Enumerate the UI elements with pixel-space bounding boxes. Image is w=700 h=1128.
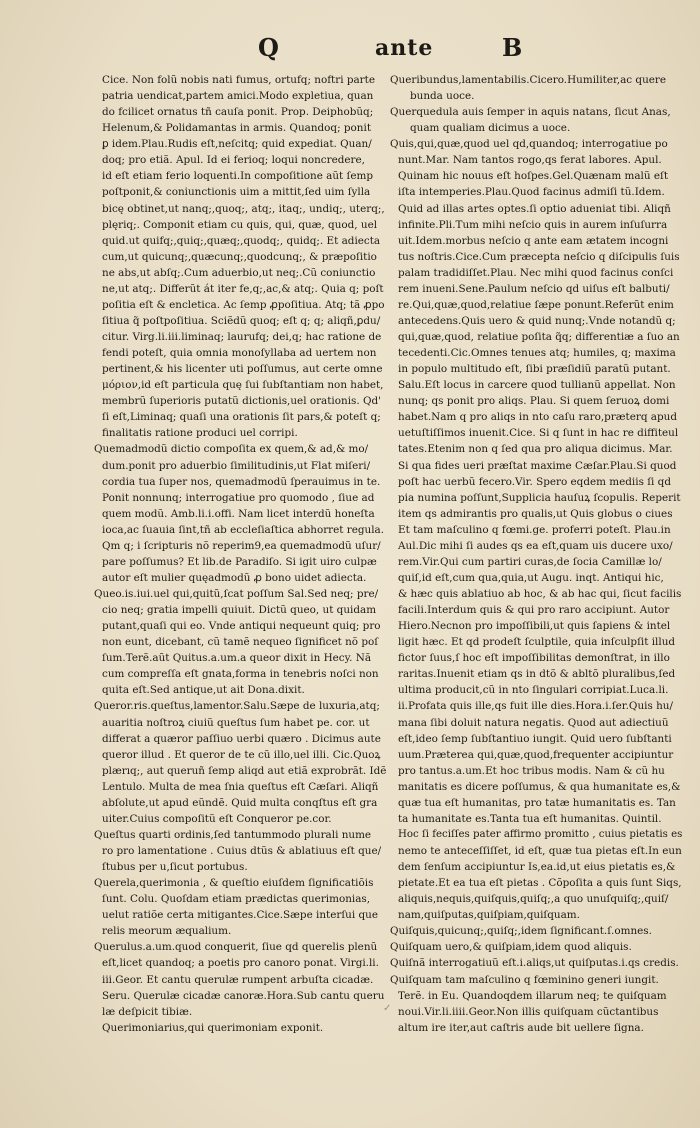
text-line: facili.Interdum quis & qui pro raro accipiunt. Autor	[398, 604, 670, 617]
text-line: pia numina poſſunt,Supplicia hauſuꝝ ſcopulis. Reperit	[398, 491, 681, 504]
text-line: ꝑ idem.Plau.Rudis eſt,neſcitq; quid expediat. Quan/	[102, 138, 372, 151]
text-line: in populo multitudo eſt, ſibi præſidiũ paratũ putant.	[398, 363, 671, 376]
text-line: nemo te anteceſſiſſet, id eſt, quæ tua pietas eſt.In eun	[398, 845, 682, 857]
text-line: ii.Profata quis ille,qs fuit ille dies.Hora.i.ſer.Quis hu/	[398, 700, 673, 713]
right-text-column	[390, 72, 684, 1036]
text-line: iſta intemperies.Plau.Quod facinus admiſi tũ.Idem.	[398, 186, 665, 199]
text-line: palam tradidiſſet.Plau. Nec mihi quod facinus conſci	[398, 266, 674, 279]
text-line: citur. Virg.li.iii.liminaq; laurufq; dei,q; hac ratione de	[102, 331, 382, 343]
text-line: pare poſſumus? Et lib.de Paradiſo. Si igit uiro culpæ	[102, 555, 377, 568]
text-line: qui,quæ,quod, relatiue poſita q̃q; differentiæ a ſuo an	[398, 331, 680, 343]
text-line: Ponit nonnunq; interrogatiue pro quomodo , ſiue ad	[102, 491, 375, 504]
text-line: ne,ut atq;. Differũt át iter fe,q;,ac,& atq;. Quia q; poſt	[102, 282, 384, 295]
header-right-letter: B	[502, 33, 523, 62]
text-line: Hiero.Necnon pro impoſſibili,ut quis ſapiens & intel	[398, 620, 671, 633]
text-line: ſi eſt,Liminaq; quaſi una orationis ſit pars,& poteſt q;	[102, 411, 381, 424]
text-line: re.Qui,quæ,quod,relatiue ſæpe ponunt.Referũt enim	[398, 298, 674, 311]
text-line: cum,ut quicunq;,quæcunq;,quodcunq;, & præpoſitio	[102, 250, 377, 263]
text-line: item qs admirantis pro qualis,ut Quis globus o ciues	[398, 507, 673, 520]
text-line: Quiſquam tam maſculino q fœminino generi iungit.	[390, 973, 659, 986]
text-line: læ deſpicit tibiæ.	[102, 1005, 193, 1018]
text-line: Lentulo. Multa de mea ſnia queſtus eſt Cæſari. Aliqñ	[102, 780, 379, 793]
text-line: pietate.Et ea tua eſt pietas . Cõpoſita a quis ſunt Siqs,	[398, 877, 682, 890]
text-line: Si qua fides ueri præſtat maxime Cæſar.Plau.Si quod	[398, 459, 677, 472]
text-line: noui.Vir.li.iiii.Geor.Non illis quiſquam cũctantibus	[398, 1005, 659, 1018]
text-line: aliquis,nequis,quiſquis,quiſq;,a quo unuſquiſq;,quiſ/	[398, 893, 669, 906]
text-line: iii.Geor. Et cantu querulæ rumpent arbuſta cicadæ.	[102, 973, 374, 986]
text-line: poſtponit,& coniunctionis uim a mittit,ſed uim ſylla	[102, 186, 371, 199]
text-line: quæ tua eſt humanitas, pro tatæ humanitatis es. Tan	[398, 796, 676, 809]
text-line: uetuſtiſſimos inuenit.Cice. Si q ſunt in hac re diffiteul	[398, 427, 679, 440]
text-line: uum.Præterea qui,quæ,quod,frequenter accipiuntur	[398, 748, 674, 761]
text-line: quid.ut quifq;,quiq;,quæq;,quodq;, quidq;. Et adiecta	[102, 234, 381, 247]
text-line: ta humanitate es.Tanta tua eſt humanitas. Quintil.	[398, 812, 662, 825]
text-line: dem ſenſum accipiuntur Is,ea.id,ut eius pietatis es,&	[398, 861, 676, 874]
text-line: cum compreſſa eſt gnata,forma in tenebris noſci non	[102, 668, 379, 681]
text-line: non eunt, dicebant, cũ tamẽ nequeo ſignificet nõ poſ	[102, 636, 379, 649]
text-line: ligit hæc. Et qd prodeſt ſculptile, quia inſculpſit illud	[398, 636, 676, 649]
text-line: Qm q; i ſcripturis nõ reperim9,ea quemadmodũ uſur/	[102, 539, 381, 552]
text-line: Cice. Non folũ nobis nati fumus, ortufq; noftri parte	[102, 74, 375, 86]
text-line: ſtubus per u,ſicut portubus.	[102, 861, 248, 874]
page-mark: ✓	[383, 1003, 392, 1014]
text-line: poſitia eſt & encletica. Ac ſemp ꝓpoſitiua. Atq; tã ꝓpo	[102, 298, 385, 311]
text-line: Queſtus quarti ordinis,ſed tantummodo plurali nume	[94, 828, 372, 841]
text-line: tus noſtris.Cice.Cum præcepta neſcio q diſcipulis ſuis	[398, 250, 680, 263]
text-line: uelut ratiõe certa mitigantes.Cice.Sæpe interſui que	[102, 909, 378, 922]
text-line: infinite.Pli.Tum mihi neſcio quis in aurem inſuſurra	[398, 218, 668, 231]
text-line: putant,quaſi qui eo. Vnde antiqui nequeunt quiq; pro	[102, 620, 381, 633]
text-line: Et tam maſculino q fœmi.ge. proferri poteſt. Plau.in	[398, 523, 671, 536]
text-line: ultima producit,cũ in nto ſingulari corripiat.Luca.li.	[398, 684, 669, 697]
text-line: pertinent,& his licenter uti poſſumus, aut certe omne	[102, 363, 383, 376]
text-line: finalitatis ratione produci uel corripi.	[102, 427, 298, 440]
text-line: Querulus.a.um.quod conquerit, ſiue qd querelis plenũ	[94, 941, 378, 954]
text-line: patria uendicat,partem amici.Modo expletiua, quan	[102, 90, 374, 103]
text-line: Quiſnã interrogatiuũ eſt.i.aliqs,ut quiſputas.i.qs credis.	[390, 957, 679, 970]
text-line: ſunt. Colu. Quoſdam etiam prædictas querimonias,	[102, 893, 371, 906]
text-line: rem.Vir.Qui cum partiri curas,de ſocia Camillæ lo/	[398, 555, 662, 568]
text-line: autor eſt mulier quęadmodũ ꝓ bono uidet adiecta.	[102, 571, 367, 584]
text-line: Quiſquis,quicunq;,quiſq;,idem ſignificant.ſ.omnes.	[390, 925, 652, 938]
page-header	[240, 33, 530, 67]
text-line: plærıq;, aut queruñ ſemp aliqd aut etiã exprobrãt. Idẽ	[102, 764, 387, 777]
text-line: & hæc quis ablatiuo ab hoc, & ab hac qui, ſicut facilis	[398, 588, 682, 600]
text-line: rem inueni.Sene.Paulum neſcio qd uiſus eſt balbuti/	[398, 282, 670, 295]
text-line: Salu.Eſt locus in carcere quod tullianũ appellat. Non	[398, 379, 676, 392]
text-line: relis meorum æqualium.	[102, 925, 232, 938]
text-line: Terẽ. in Eu. Quandoqdem illarum neq; te quiſquam	[398, 989, 667, 1002]
text-line: quiſ,id eſt,cum qua,quia,ut Augu. inqt. Antiqui hic,	[398, 571, 664, 584]
header-left-letter: Q	[258, 33, 279, 62]
text-line: tates.Etenim non q ſed qua pro aliqua dicimus. Mar.	[398, 443, 673, 456]
text-line: Queo.is.iui.uel qui,quitũ,ſcat poſſum Sal.Sed neq; pre/	[94, 588, 379, 600]
text-line: ioca,ac ſuauia ſint,tñ ab eccleſiaſtica abhorret regula.	[102, 523, 385, 536]
text-line: uit.Idem.morbus neſcio q ante eam ætatem incogni	[398, 234, 669, 247]
text-line: antecedens.Quis uero & quid nunq;.Vnde notandũ q;	[398, 314, 676, 327]
text-line: fictor ſuus,ſ hoc eſt impoſſibilitas demonſtrat, in illo	[398, 652, 670, 665]
text-line: habet.Nam q pro aliqs in nto caſu raro,præterq apud	[398, 411, 677, 424]
text-line: ro pro lamentatione . Cuius dtũs & ablatiuus eſt que/	[102, 845, 382, 857]
text-line: tecedenti.Cic.Omnes tenues atq; humiles, q; maxima	[398, 347, 676, 360]
text-line: do fcilicet ornatus tñ cauſa ponit. Prop. Deiphobũq;	[102, 106, 374, 119]
text-line: Quiſquam uero,& quiſpiam,idem quod aliquis.	[390, 941, 632, 954]
text-line: uiter.Cuius compoſitũ eſt Conqueror pe.cor.	[102, 812, 332, 825]
text-line: Querimoniarius,qui querimoniam exponit.	[102, 1021, 324, 1034]
text-line: pro tantus.a.um.Et hoc tribus modis. Nam & cũ hu	[398, 764, 665, 777]
text-line: Aul.Dic mihi ſi audes qs ea eſt,quam uis ducere uxo/	[398, 539, 673, 552]
text-line: nam,quiſputas,quiſpiam,quiſquam.	[398, 909, 580, 922]
left-text-column	[94, 72, 390, 1036]
text-line: dum.ponit pro aduerbio ſimilitudinis,ut Flat miſeri/	[102, 459, 371, 472]
text-line: Querela,querimonia , & queſtio eiuſdem ſignificatiõis	[94, 877, 374, 890]
text-line: μόριον,id eſt particula quę ſui ſubſtantiam non habet,	[102, 379, 384, 392]
header-title: ante	[375, 35, 434, 61]
text-line: manitatis es dicere poſſumus, & qua humanitate es,&	[398, 780, 681, 793]
show-through-text	[560, 30, 690, 70]
text-line: doq; pro etiã. Apul. Id ei ferioq; loqui noncredere,	[102, 154, 365, 167]
text-line: id eſt etiam ferio loquenti.In compoſitione aũt ſemp	[102, 170, 374, 183]
text-line: raritas.Inuenit etiam qs in dtõ & abltõ pluralibus,ſed	[398, 668, 676, 681]
text-line: differat a quæror paſſiuo uerbi quæro . Dicimus aute	[102, 732, 381, 745]
text-line: plęriq;. Componit etiam cu quis, qui, quæ, quod, uel	[102, 218, 378, 231]
text-line: mana ſibi doluit natura negatis. Quod aut adiectiuũ	[398, 716, 669, 729]
text-line: Quis,qui,quæ,quod uel qd,quandoq; interrogatiue po	[390, 138, 668, 151]
text-line: poſt hac uerbũ fecero.Vir. Spero eqdem mediis ſi qd	[398, 475, 671, 488]
text-line: eſt,ideo ſemp ſubſtantiuo iungit. Quid uero ſubſtanti	[398, 732, 672, 745]
text-line: bicę obtinet,ut nanq;,quoq;, atq;, itaq;, undiq;, uterq;,	[102, 202, 385, 215]
text-line: auaritia noſtroꝝ ciuiũ queſtus ſum habet pe. cor. ut	[102, 716, 370, 729]
text-line: Quid ad illas artes optes.ſi optio adueniat tibi. Aliqñ	[398, 202, 671, 215]
text-line: Helenum,& Polidamantas in armis. Quandoq; ponit	[102, 122, 371, 135]
text-line: ſum.Terẽ.aũt Quitus.a.um.a queor dixit in Hecy. Nã	[102, 652, 372, 665]
text-line: Hoc ſi feciſſes pater affirmo promitto , cuius pietatis es	[398, 828, 683, 840]
text-line: Querquedula auis ſemper in aquis natans, ſicut Anas,	[390, 106, 671, 119]
text-line: quem modũ. Amb.li.i.offi. Nam licet interdũ honeſta	[102, 507, 375, 520]
text-line: cordia tua ſuper nos, quemadmodũ ſperauimus in te.	[102, 475, 381, 488]
text-line: nunq; qs ponit pro aliqs. Plau. Si quem ſeruoꝝ domi	[398, 395, 670, 408]
text-line: fendi poteſt, quia omnia monoſyllaba ad uertem non	[102, 347, 377, 360]
text-line: Quemadmodũ dictio compoſita ex quem,& ad,& mo/	[94, 443, 369, 456]
text-line: Queror.ris.queſtus,lamentor.Salu.Sæpe de luxuria,atq;	[94, 700, 380, 713]
text-line: Quinam hic nouus eſt hoſpes.Gel.Quænam malũ eſt	[398, 170, 669, 183]
text-line: cio neq; gratia impelli quiuit. Dictũ queo, ut quidam	[102, 604, 377, 617]
text-line: bunda uoce.	[410, 90, 475, 103]
text-line: eſt,licet quandoq; a poetis pro canoro ponat. Virgi.li.	[102, 957, 379, 970]
text-line: membrũ ſuperioris putatũ dictionis,uel orationis. Qd'	[102, 395, 381, 408]
text-line: Seru. Querulæ cicadæ canoræ.Hora.Sub cantu queru	[102, 989, 385, 1002]
text-line: ſitiua q̃ poſtpoſitiua. Sciẽdũ quoq; eſt q; q; aliqñ,ꝑdu/	[102, 314, 381, 327]
text-line: nunt.Mar. Nam tantos rogo,qs ferat labores. Apul.	[398, 154, 662, 167]
text-line: quam qualiam dicimus a uoce.	[410, 122, 571, 135]
text-line: ne abs,ut abſq;.Cum aduerbio,ut neq;.Cũ coniunctio	[102, 266, 376, 279]
text-line: altum ire iter,aut caſtris aude bit uellere ſigna.	[398, 1021, 644, 1034]
text-line: queror illud . Et queror de te cũ illo,uel illi. Cic.Quoꝝ	[102, 748, 381, 761]
text-line: quita eſt.Sed antique,ut ait Dona.dixit.	[102, 684, 305, 697]
text-line: Queribundus,lamentabilis.Cicero.Humiliter,ac quere	[390, 74, 667, 86]
text-line: abſolute,ut apud eũndẽ. Quid multa conqſtus eſt gra	[102, 796, 378, 809]
